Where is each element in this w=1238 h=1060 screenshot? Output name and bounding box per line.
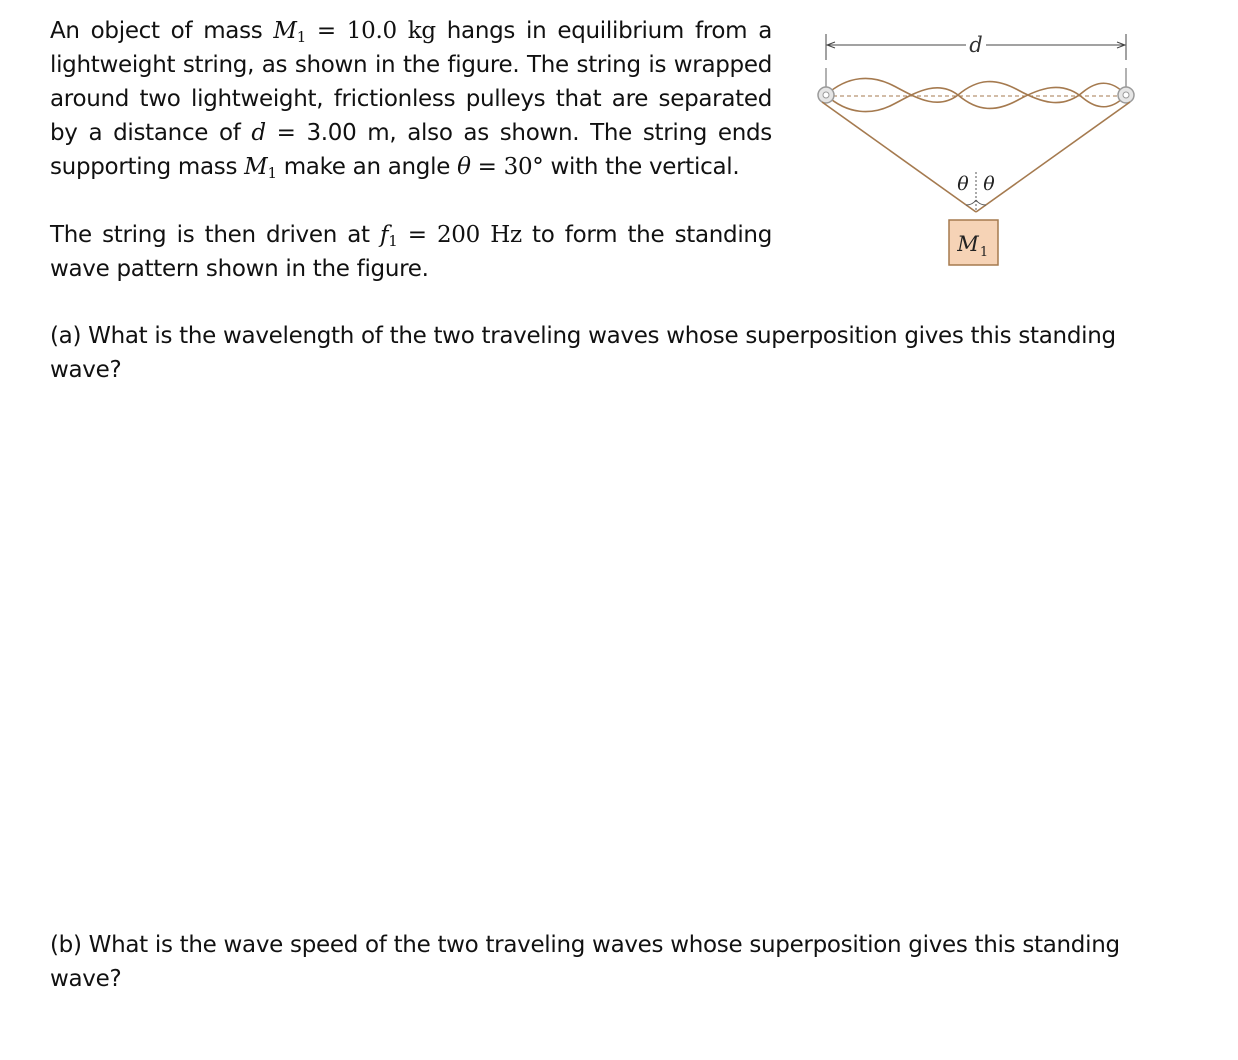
string-right	[976, 102, 1130, 212]
intro-text-5: make an angle	[276, 154, 458, 180]
distance-label: d	[969, 33, 983, 57]
frequency-value: = 200 Hz	[397, 222, 522, 248]
var-M-subscript: 1	[296, 28, 306, 46]
standing-wave-solid	[826, 78, 1126, 102]
string-left	[822, 102, 976, 212]
intro-text-7: with the vertical.	[543, 154, 740, 180]
angle-label-right: θ	[983, 173, 995, 195]
var-f-subscript: 1	[388, 232, 398, 250]
angle-arc-right	[976, 200, 986, 205]
angle-value: = 30°	[470, 154, 544, 180]
angle-arc-left	[966, 200, 976, 205]
var-f: f	[380, 222, 389, 248]
standing-wave-envelope	[826, 87, 1126, 111]
pulley-left-hub	[823, 92, 829, 98]
driven-text-3: to form the standing wave pattern shown in the figure.	[50, 222, 773, 282]
pulley-diagram	[800, 20, 1160, 280]
pulley-figure	[800, 20, 1160, 280]
question-b: (b) What is the wave speed of the two traveling waves whose superposition gives this standing wave?	[50, 932, 1120, 992]
mass-value: = 10.0 kg	[305, 18, 436, 44]
var-M-second: M	[244, 154, 268, 180]
distance-value: = 3.00 m, also as shown. The string ends supporting mass	[50, 120, 772, 180]
problem-statement	[50, 14, 772, 184]
intro-text-3: hangs in equilibrium from a lightweight string, as shown in the figure. The string is wrapped around two lightweight, frictionless pulleys that are separated by a distance of	[50, 18, 773, 146]
var-M: M	[273, 18, 297, 44]
driving-statement	[50, 218, 772, 286]
mass-label: M	[957, 232, 979, 256]
var-d: d	[251, 120, 266, 146]
intro-text-1: An object of mass	[50, 18, 274, 44]
question-a: (a) What is the wavelength of the two traveling waves whose superposition gives this standing wave?	[50, 323, 1116, 383]
var-theta: θ	[457, 154, 471, 180]
driven-text-1: The string is then driven at	[50, 222, 381, 248]
var-M-second-subscript: 1	[267, 164, 277, 182]
angle-label-left: θ	[957, 173, 969, 195]
mass-label-subscript: 1	[979, 245, 989, 260]
pulley-right-hub	[1123, 92, 1129, 98]
